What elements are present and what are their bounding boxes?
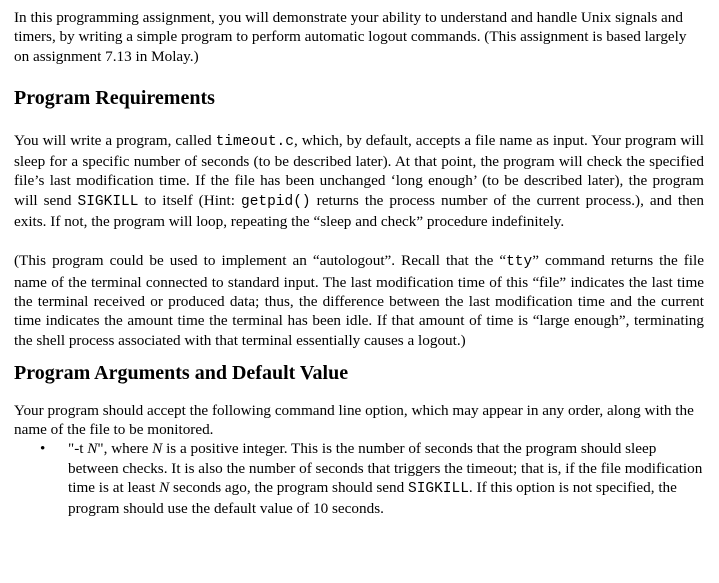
document-page bbox=[14, 8, 704, 519]
arguments-paragraph: Your program should accept the following command line option, which may appear in any order, along with the name of the file to be monitored. bbox=[14, 401, 694, 439]
variable-n: N bbox=[159, 479, 170, 497]
text-span: returns the process number of the current process.), and then exits. If not, the program will loop, repeating the “sleep and check” procedure indefinitely. bbox=[14, 191, 705, 231]
list-item bbox=[14, 439, 704, 518]
text-span: to itself (Hint: bbox=[138, 191, 241, 209]
section-heading-requirements: Program Requirements bbox=[14, 86, 215, 109]
requirements-paragraph-2 bbox=[14, 251, 704, 349]
text-span: You will write a program, called bbox=[14, 131, 216, 149]
code-sigkill: SIGKILL bbox=[77, 193, 139, 210]
code-tty: tty bbox=[506, 254, 533, 271]
text-span: "-t bbox=[68, 440, 88, 458]
code-sigkill: SIGKILL bbox=[408, 481, 469, 498]
arguments-list bbox=[14, 439, 704, 518]
text-span: (This program could be used to implement an “autologout”. Recall that the “ bbox=[14, 252, 507, 270]
text-span: is a positive integer. This is the number of seconds that the program should sleep between checks. It is also the number of seconds that triggers the timeout; that is, if the file modification time is at least bbox=[68, 440, 703, 497]
text-span: seconds ago, the program should send bbox=[169, 479, 408, 497]
code-filename: timeout.c bbox=[215, 133, 294, 150]
bullet-icon: • bbox=[40, 440, 46, 458]
intro-paragraph: In this programming assignment, you will demonstrate your ability to understand and handle Unix signals and timers, by writing a simple program to perform automatic logout commands. (This assignment is based largely on assignment 7.13 in Molay.) bbox=[14, 9, 687, 65]
text-span: ” command returns the file name of the terminal connected to standard input. The last modification time of this “file” indicates the last time the terminal received or produced data; thus, the difference between the last modification time and the current time indicates the amount time the terminal has been idle. If that amount of time is “large enough”, terminating the shell process associated with that terminal essentially causes a logout.) bbox=[14, 252, 704, 349]
variable-n: N bbox=[152, 440, 163, 458]
requirements-paragraph-1 bbox=[14, 131, 704, 231]
code-getpid: getpid() bbox=[241, 193, 311, 210]
variable-n: N bbox=[87, 440, 98, 458]
text-span: ", where bbox=[97, 440, 153, 458]
text-span: , which, by default, accepts a file name as input. Your program will sleep for a specific number of seconds (to be described later). At that point, the program will check the specified file’s last modification time. If the file has been unchanged ‘long enough’ (to be described later), the program will send bbox=[14, 131, 704, 209]
text-span: . If this option is not specified, the program should use the default value of 10 seconds. bbox=[68, 479, 677, 518]
section-heading-arguments: Program Arguments and Default Value bbox=[14, 361, 349, 384]
